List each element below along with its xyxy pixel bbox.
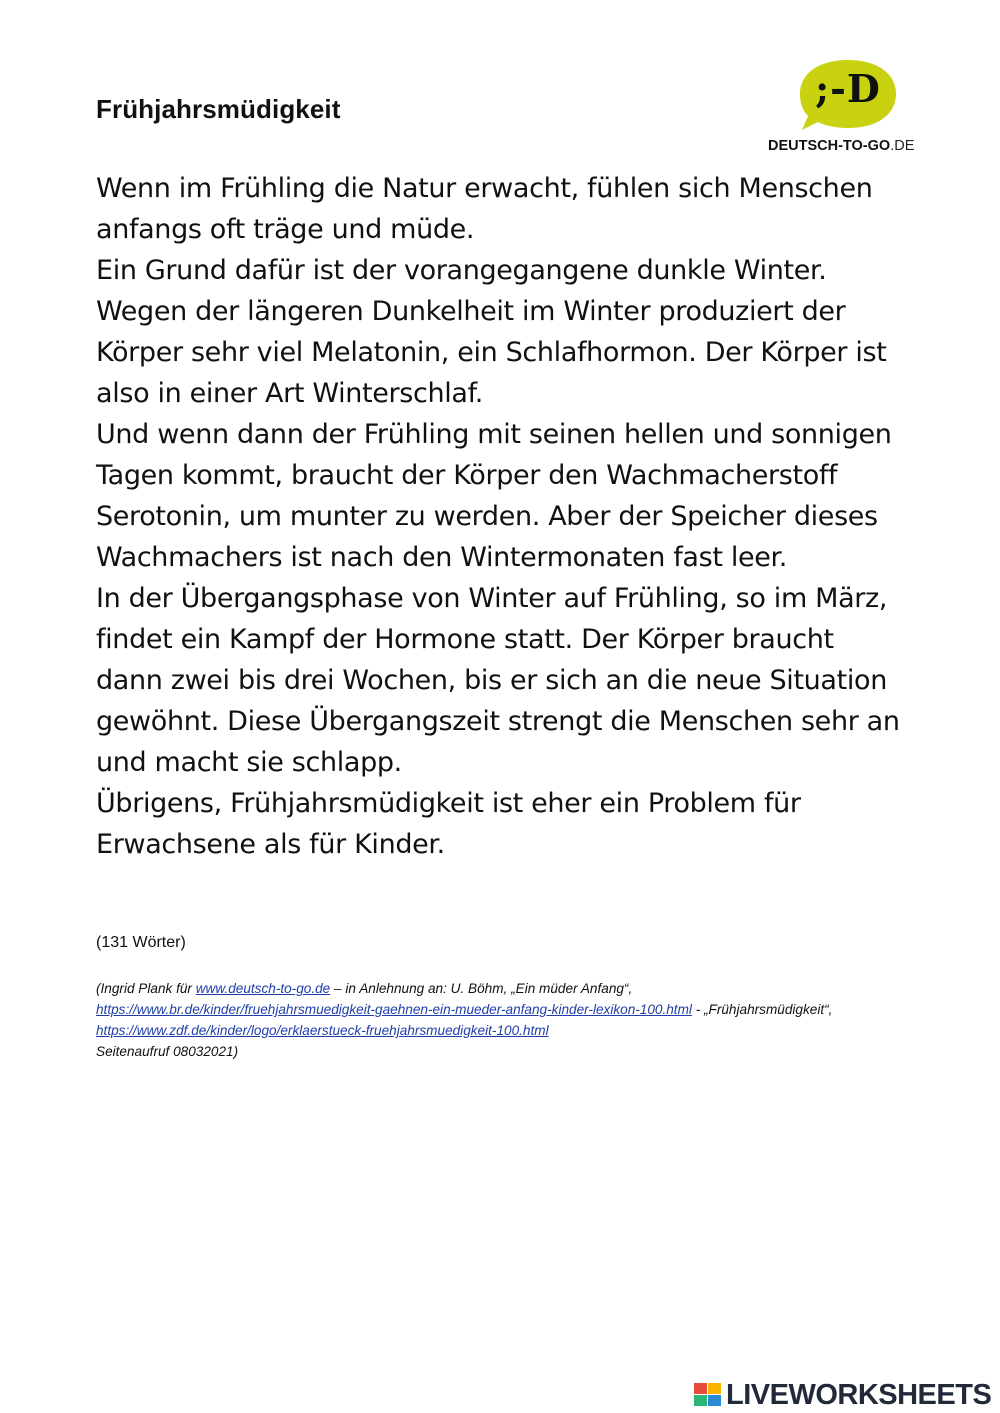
source-mid-2: - „Frühjahrsmüdigkeit“, <box>691 1002 833 1017</box>
liveworksheets-brand: LIVEWORKSHEETS <box>726 1379 992 1411</box>
liveworksheets-blocks-icon <box>694 1383 722 1407</box>
source-link-br[interactable]: https://www.br.de/kinder/fruehjahrsmuedigkeit-gaehnen-ein-mueder-anfang-kinder-lexikon-100.html <box>96 1002 692 1017</box>
document-title: Frühjahrsmüdigkeit <box>96 94 341 124</box>
paragraph: Ein Grund dafür ist der vorangegangene dunkle Winter. Wegen der längeren Dunkelheit im Winter produziert der Körper sehr viel Melatonin, ein Schlafhormon. Der Körper ist also in einer Art Winterschlaf. <box>96 255 887 409</box>
logo-tld: .DE <box>890 138 915 154</box>
paragraph: Wenn im Frühling die Natur erwacht, fühlen sich Menschen anfangs oft träge und müde. <box>96 173 873 245</box>
logo-mark: ;-D <box>815 66 881 111</box>
article-body <box>96 168 906 865</box>
logo-caption <box>768 138 928 154</box>
source-prefix: (Ingrid Plank für <box>96 981 196 996</box>
liveworksheets-footer-logo <box>694 1376 994 1410</box>
source-citation <box>96 978 856 1062</box>
source-link-zdf[interactable]: https://www.zdf.de/kinder/logo/erklaerstueck-fruehjahrsmuedigkeit-100.html <box>96 1023 549 1038</box>
source-mid-1: – in Anlehnung an: U. Böhm, „Ein müder Anfang“, <box>330 981 633 996</box>
deutsch-to-go-logo <box>768 54 928 158</box>
logo-name: DEUTSCH-TO-GO <box>768 138 891 154</box>
source-link-deutsch-to-go[interactable]: www.deutsch-to-go.de <box>195 981 331 996</box>
source-suffix: Seitenaufruf 08032021) <box>96 1044 239 1059</box>
paragraph: In der Übergangsphase von Winter auf Frühling, so im März, findet ein Kampf der Hormone statt. Der Körper braucht dann zwei bis drei Wochen, bis er sich an die neue Situation gewöhnt. Diese Übergangszeit strengt die Menschen sehr an und macht sie schlapp. <box>96 583 900 778</box>
paragraph: Übrigens, Frühjahrsmüdigkeit ist eher ein Problem für Erwachsene als für Kinder. <box>96 788 801 860</box>
paragraph: Und wenn dann der Frühling mit seinen hellen und sonnigen Tagen kommt, braucht der Körper den Wachmacherstoff Serotonin, um munter zu werden. Aber der Speicher dieses Wachmachers ist nach den Wintermonaten fast leer. <box>96 419 892 573</box>
word-count: (131 Wörter) <box>96 934 186 951</box>
